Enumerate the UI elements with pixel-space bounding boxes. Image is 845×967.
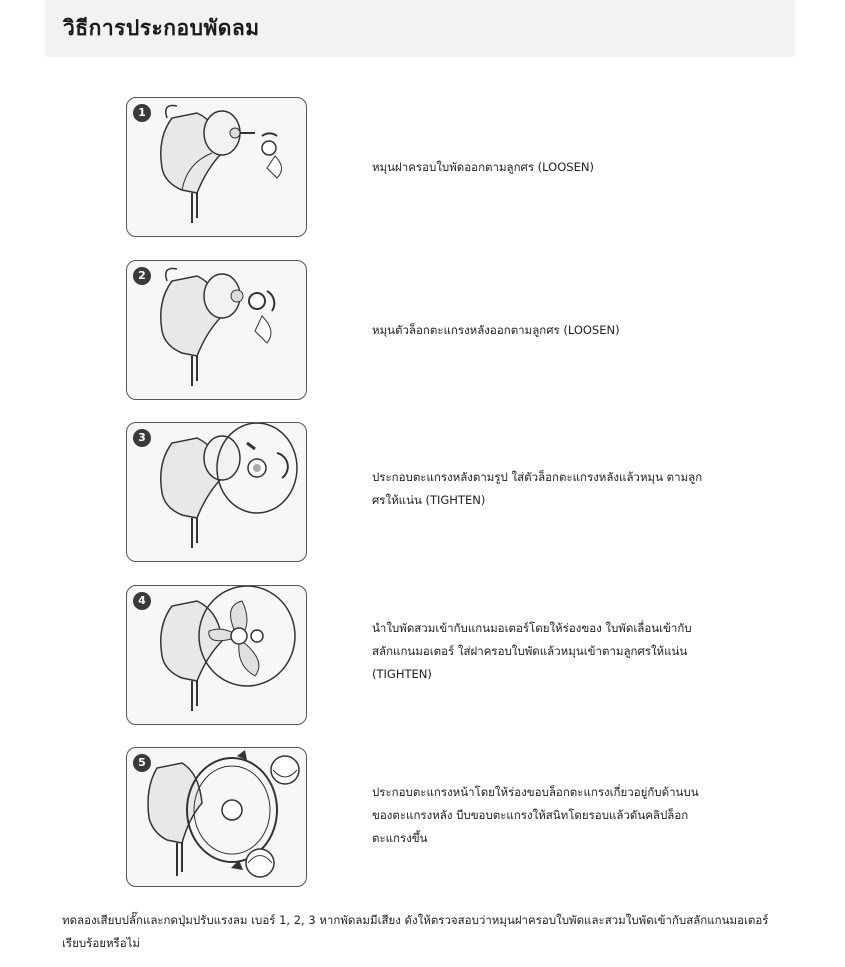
step-number-badge: 3 bbox=[133, 429, 151, 447]
step-number-badge: 5 bbox=[133, 754, 151, 772]
step-3-illustration bbox=[126, 422, 307, 562]
step-3-text: ประกอบตะแกรงหลังตามรูป ใส่ตัวล็อกตะแกรงหลังแล้วหมุน ตามลูกศรให้แน่น (TIGHTEN) bbox=[372, 470, 703, 507]
fan-front-guard-icon bbox=[127, 748, 307, 887]
step-5-illustration bbox=[126, 747, 307, 887]
step-4-text: นำใบพัดสวมเข้ากับแกนมอเตอร์โดยให้ร่องของ ใบพัดเลื่อนเข้ากับสลักแกนมอเตอร์ ใส่ฝาครอบใบพัดแล้วหมุนเข้าตามลูกศรให้แน่น (TIGHTEN) bbox=[372, 621, 692, 681]
page-title: วิธีการประกอบพัดลม bbox=[63, 16, 260, 40]
step-2-text: หมุนตัวล็อกตะแกรงหลังออกตามลูกศร (LOOSEN) bbox=[372, 323, 620, 337]
fan-motor-icon bbox=[127, 261, 307, 400]
step-number-badge: 4 bbox=[133, 592, 151, 610]
step-4-illustration bbox=[126, 585, 307, 725]
step-5-text: ประกอบตะแกรงหน้าโดยให้ร่องขอบล็อกตะแกรงเกี่ยวอยู่กับด้านบนของตะแกรงหลัง บีบขอบตะแกรงให้สนิทโดยรอบแล้วดันคลิปล็อกตะแกรงขึ้น bbox=[372, 785, 699, 845]
step-2-illustration bbox=[126, 260, 307, 400]
step-number-badge: 1 bbox=[133, 104, 151, 122]
step-number-badge: 2 bbox=[133, 267, 151, 285]
fan-rear-guard-icon bbox=[127, 423, 307, 562]
test-instructions-note: ทดลองเสียบปลั๊กและกดปุ่มปรับแรงลม เบอร์ 1, 2, 3 หากพัดลมมีเสียง ดังให้ตรวจสอบว่าหมุนฝาครอบใบพัดและสวมใบพัดเข้ากับสลักแกนมอเตอร์เรียบร้อยหรือไม่ bbox=[62, 913, 769, 950]
fan-blade-icon bbox=[127, 586, 307, 725]
fan-motor-icon bbox=[127, 98, 307, 237]
step-1-text: หมุนฝาครอบใบพัดออกตามลูกศร (LOOSEN) bbox=[372, 160, 594, 174]
page-header bbox=[45, 0, 795, 57]
step-1-illustration bbox=[126, 97, 307, 237]
